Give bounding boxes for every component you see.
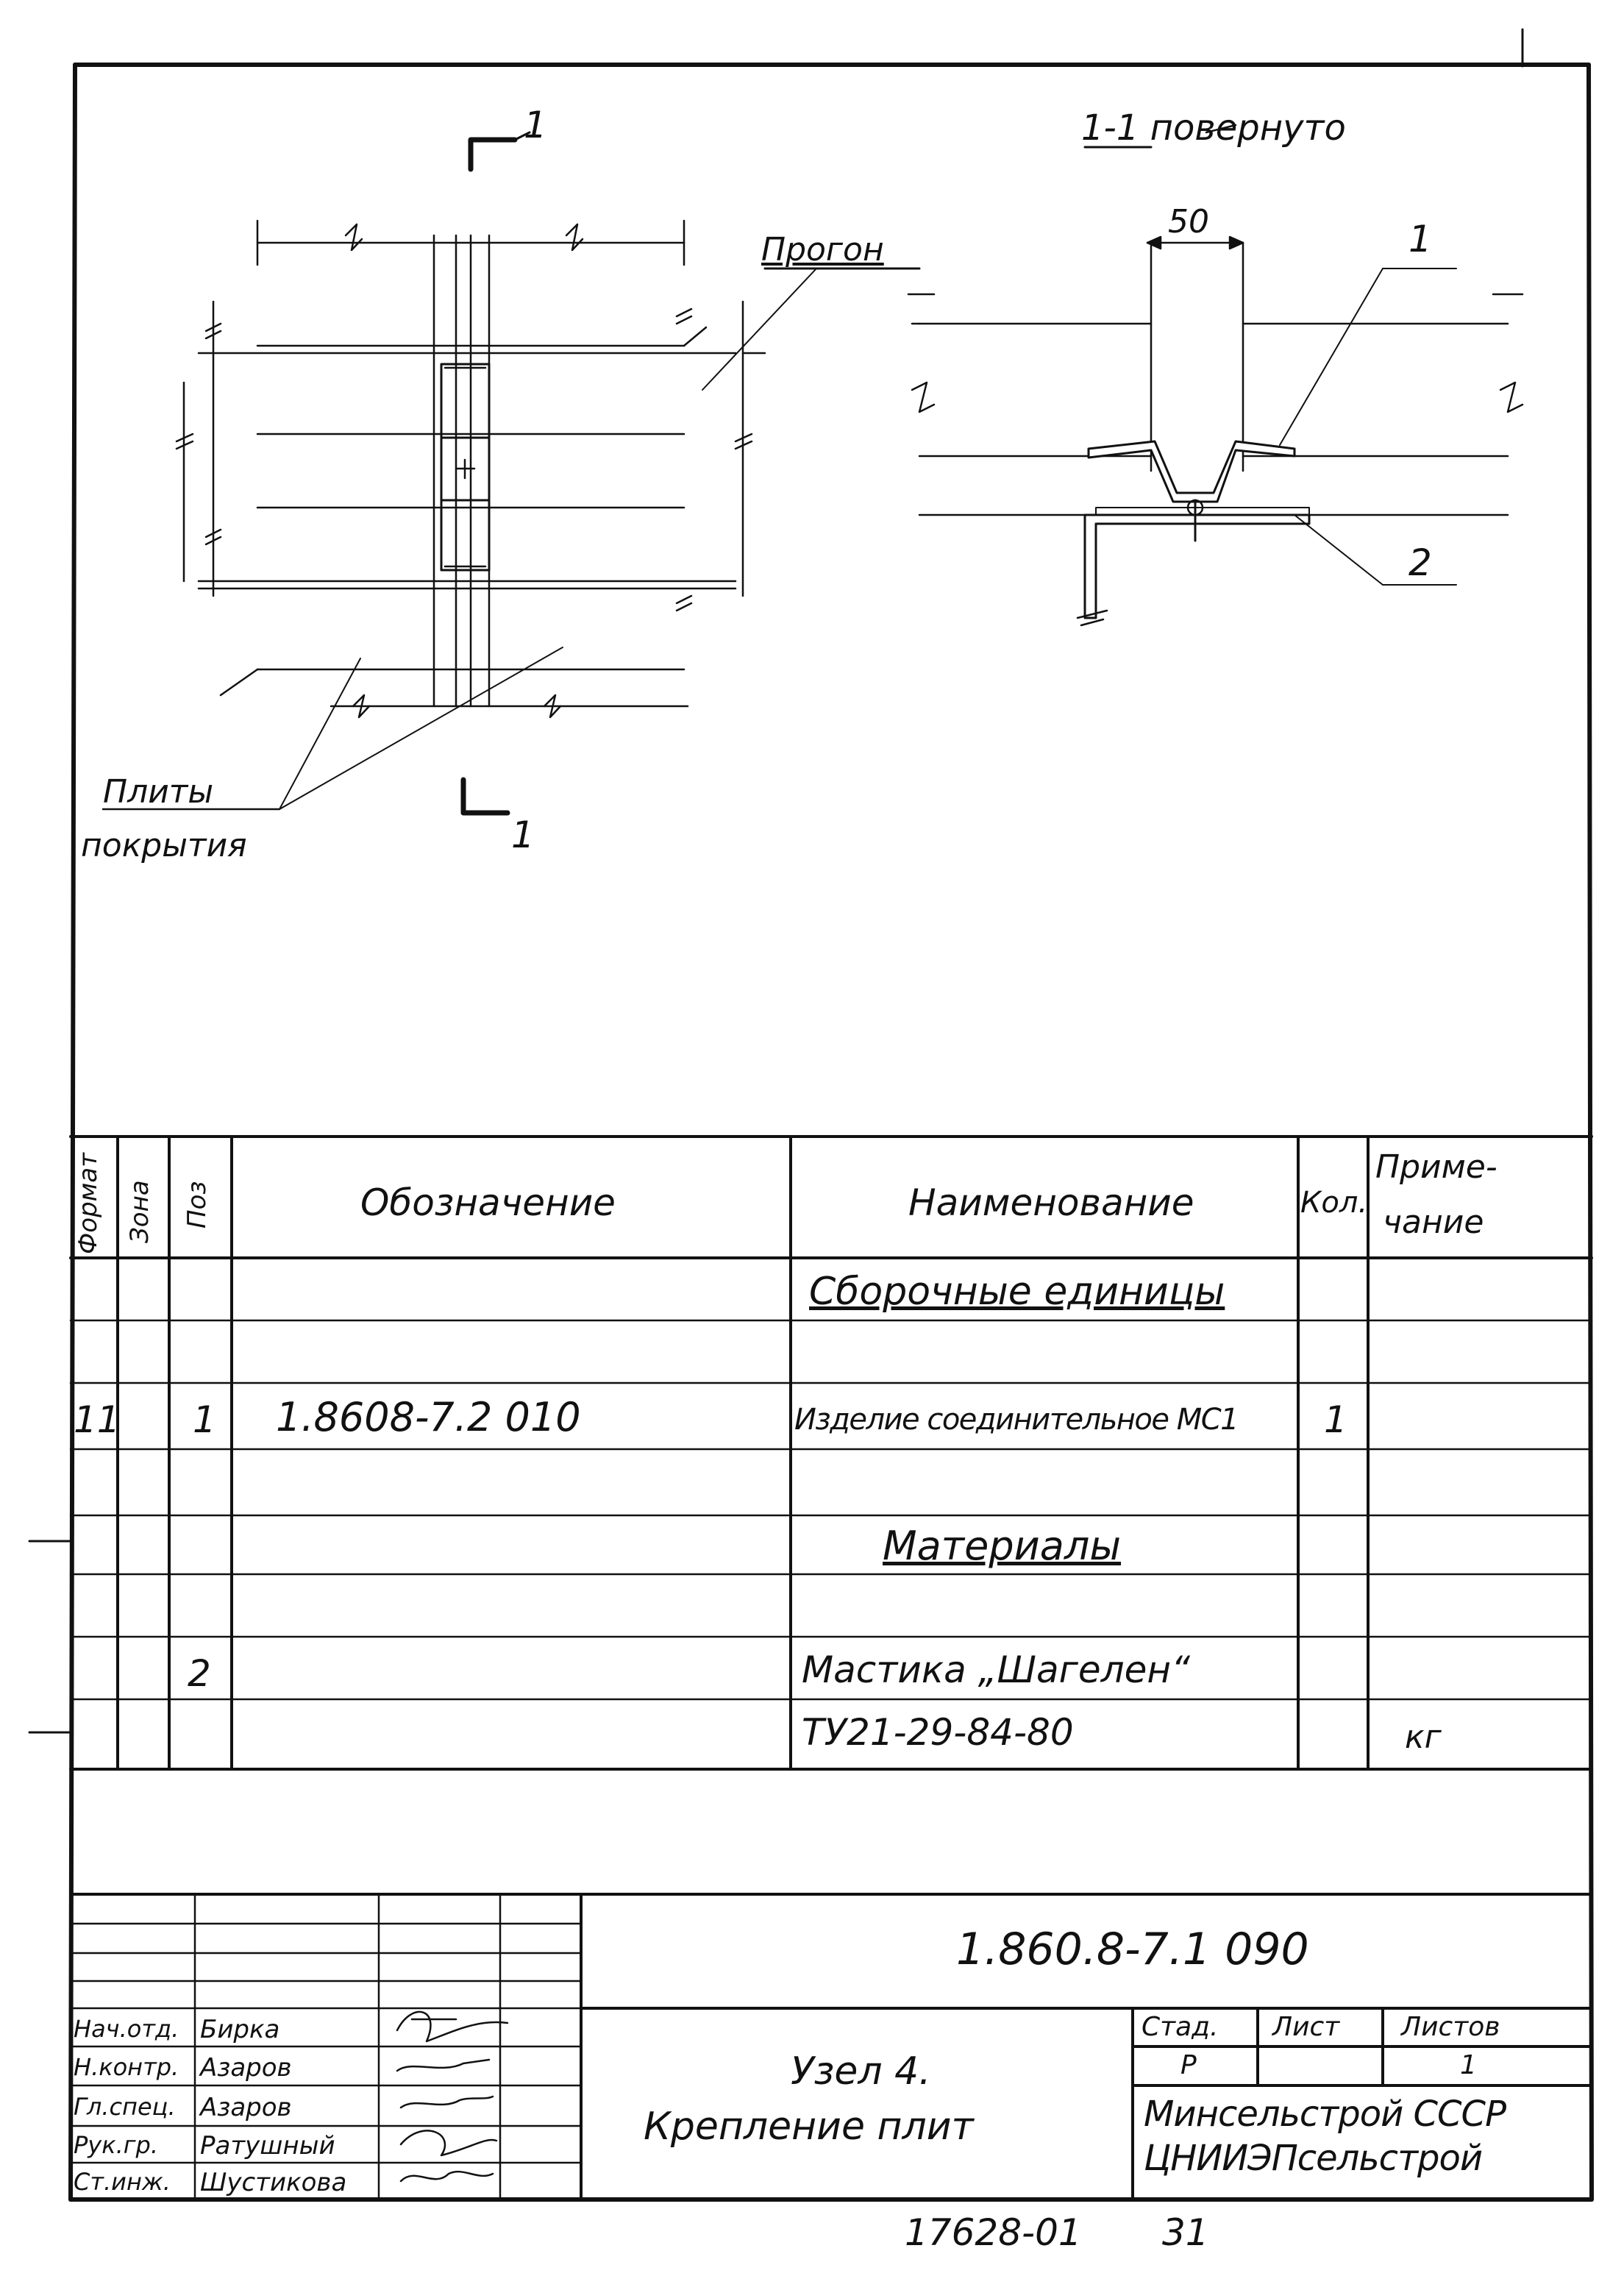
header-name: Наименование [908,1181,1194,1224]
stage-label: Стад. [1142,2012,1219,2042]
section-mark-top-label: 1 [524,104,547,146]
doc-code: 1.860.8-7.1 090 [956,1924,1309,1975]
role-2: Гл.спец. [74,2093,176,2121]
label-slabs-line1: Плиты [103,773,214,811]
org-line1: Минсельстрой СССР [1144,2094,1506,2135]
row1-qty: 1 [1324,1398,1347,1441]
header-format: Формат [74,1153,103,1254]
row3-note: кг [1405,1718,1442,1756]
section-mark-bottom-label: 1 [511,814,535,856]
header-note-line2: чание [1383,1203,1484,1241]
row1-designation: 1.8608-7.2 010 [276,1394,581,1440]
role-3: Рук.гр. [74,2131,159,2159]
title-line2: Крепление плит [644,2105,974,2149]
section-mark-bottom [463,780,508,813]
org-line2: ЦНИИЭПсельстрой [1144,2138,1483,2179]
purlin-angle [1085,515,1309,618]
sheets-label: Листов [1401,2012,1500,2042]
section-mark-top [471,140,515,169]
header-zone: Зона [125,1180,154,1243]
name-1: Азаров [200,2053,292,2083]
label-purlin: Прогон [761,231,884,269]
header-pos: Поз [182,1181,212,1228]
sheets-value: 1 [1460,2050,1477,2080]
name-2: Азаров [200,2093,292,2122]
sheet-label: Лист [1272,2012,1340,2042]
row1-pos: 1 [193,1398,216,1441]
label-slabs-line2: покрытия [81,827,247,864]
header-qty: Кол. [1300,1186,1368,1220]
connector-plate [1089,441,1294,502]
row3-name: ТУ21-29-84-80 [802,1711,1074,1754]
stage-value: Р [1180,2050,1197,2080]
row1-format: 11 [74,1398,121,1441]
title-line1: Узел 4. [791,2049,931,2094]
page-number: 31 [1162,2211,1209,2254]
role-4: Ст.инж. [74,2168,171,2196]
leader-slabs-b [279,647,563,809]
name-0: Бирка [200,2015,280,2044]
dimension-50: 50 [1168,203,1209,241]
section-title: 1-1 повернуто [1081,107,1346,149]
header-designation: Обозначение [360,1181,616,1224]
sheet-frame [71,29,1592,2199]
row2-name: Мастика „Шагелен“ [802,1649,1190,1691]
role-1: Н.контр. [74,2053,179,2081]
plan-view [103,132,816,813]
callout-2: 2 [1408,541,1432,584]
row1-name: Изделие соединительное МС1 [794,1403,1239,1437]
signature-marks [397,2012,508,2181]
name-3: Ратушный [200,2131,335,2161]
archive-number: 17628-01 [905,2211,1082,2254]
callout-1: 1 [1408,218,1432,260]
section-assembly: Сборочные единицы [809,1270,1225,1314]
leader-purlin [702,269,816,390]
section-materials: Материалы [883,1523,1121,1569]
name-4: Шустикова [200,2168,347,2197]
row2-pos: 2 [188,1652,211,1695]
header-note-line1: Приме- [1375,1148,1497,1186]
role-0: Нач.отд. [74,2015,179,2043]
